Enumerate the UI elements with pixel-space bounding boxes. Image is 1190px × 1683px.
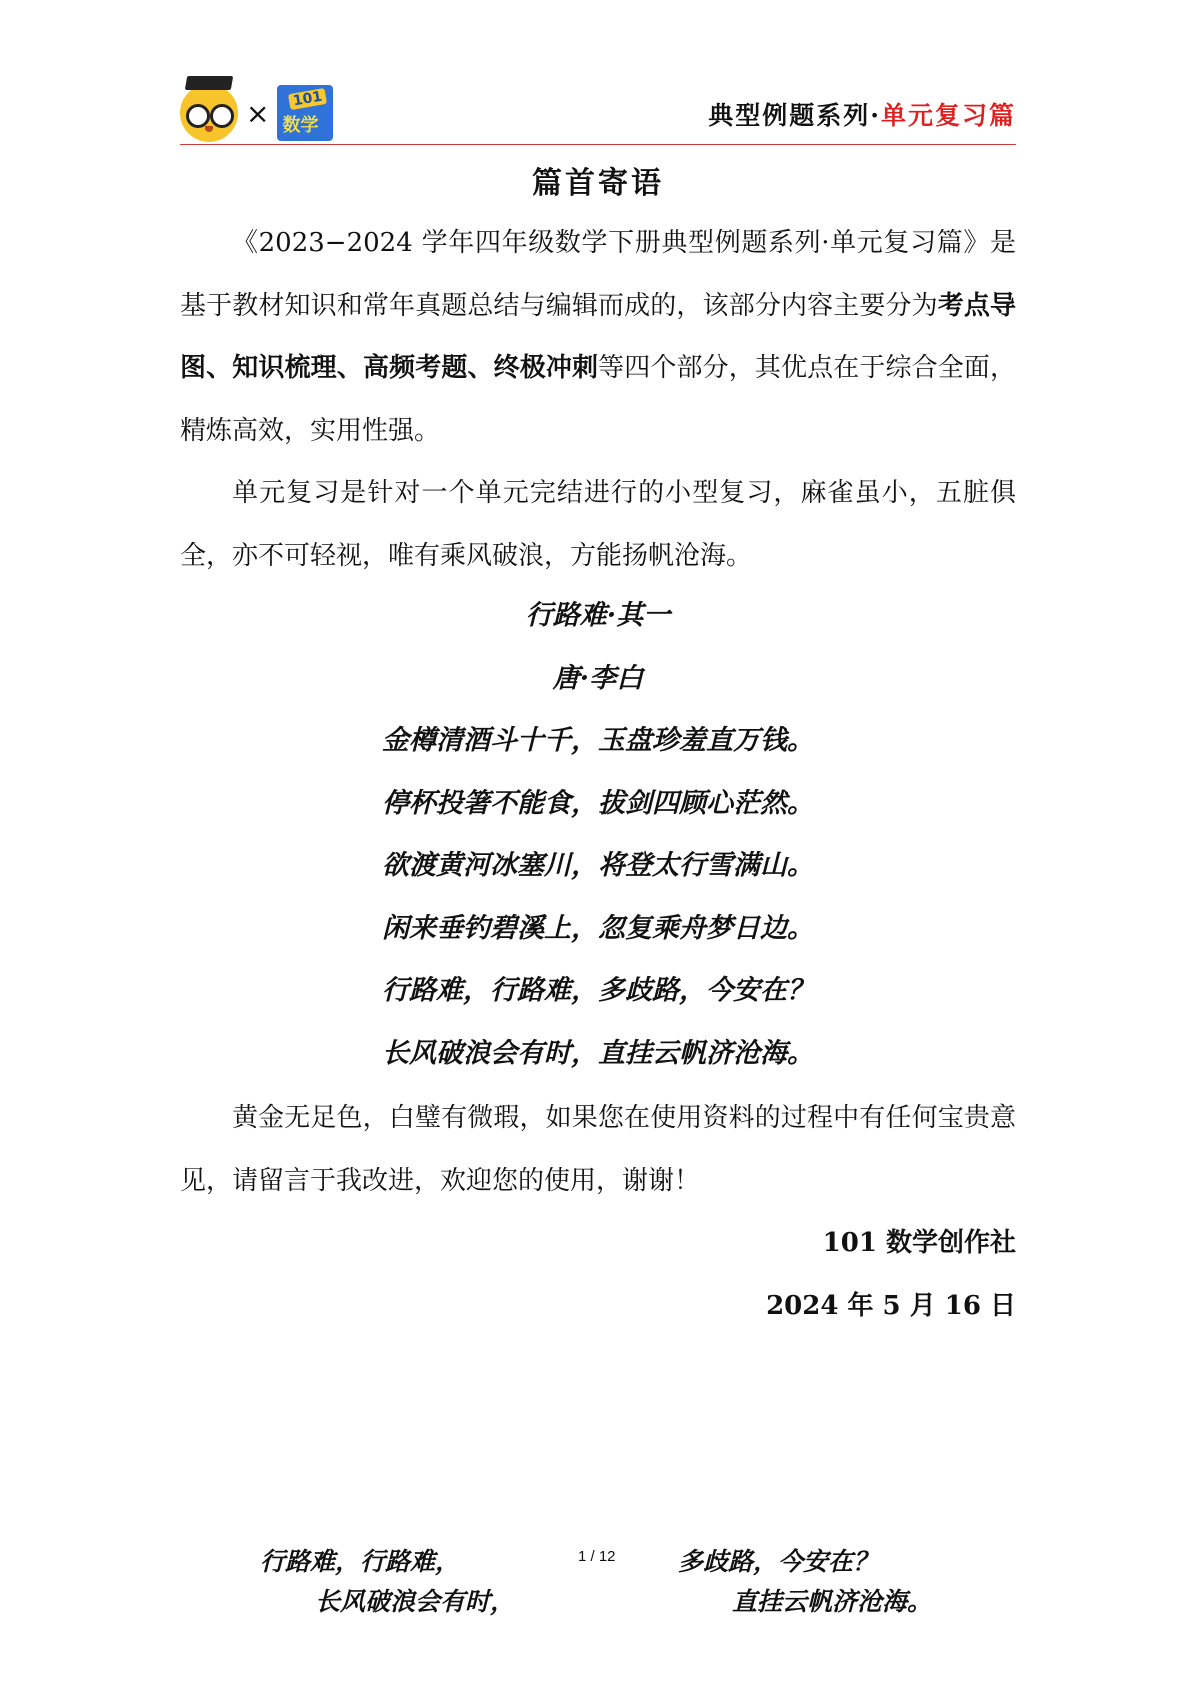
series-title-highlight: 单元复习篇 xyxy=(880,101,1016,130)
series-title-main: 典型例题系列· xyxy=(708,101,881,130)
poem-author: 唐·李白 xyxy=(552,662,644,694)
owl-logo-icon xyxy=(180,84,238,142)
bold-term-mindmap: 考点导图 xyxy=(180,290,1016,383)
footer-verse: 多歧路，今安在？ xyxy=(678,1547,879,1576)
101-math-logo-icon: 101 数学 xyxy=(277,85,333,141)
times-symbol: × xyxy=(246,96,270,130)
footer-verse: 长风破浪会有时， xyxy=(315,1587,516,1616)
closing-text xyxy=(180,1087,1016,1212)
page-number: 1 / 12 xyxy=(578,1548,616,1565)
page-header xyxy=(180,80,1016,146)
header-divider xyxy=(180,144,1016,145)
poem-line: 长风破浪会有时，直挂云帆济沧海。 xyxy=(382,1037,814,1069)
series-title xyxy=(708,96,1016,132)
footer-verse: 直挂云帆济沧海。 xyxy=(732,1587,933,1616)
intro-paragraph-1: 《2023−2024 学年四年级数学下册典型例题系列·单元复习篇》是基于教材知识和常年真题总结与编辑而成的，该部分内容主要分为考点导图、知识梳理、高频考题、终极冲刺等四个部分，其优点在于综合全面，精炼高效，实用性强。 xyxy=(180,228,1016,446)
intro-paragraph-2: 单元复习是针对一个单元完结进行的小型复习，麻雀虽小，五脏俱全，亦不可轻视，唯有乘风破浪，方能扬帆沧海。 xyxy=(180,478,1016,571)
page-title: 篇首寄语 xyxy=(532,166,664,201)
poem-line: 金樽清酒斗十千，玉盘珍羞直万钱。 xyxy=(382,725,814,756)
poem-line: 欲渡黄河冰塞川，将登太行雪满山。 xyxy=(382,850,814,881)
intro-text xyxy=(180,212,1016,587)
poem xyxy=(180,585,1016,1085)
bold-term-sprint: 终极冲刺 xyxy=(493,353,599,383)
closing-paragraph: 黄金无足色，白璧有微瑕，如果您在使用资料的过程中有任何宝贵意见，请留言于我改进，欢迎您的使用，谢谢！ xyxy=(180,1103,1016,1196)
logo-group xyxy=(180,84,333,142)
footer-verse: 行路难，行路难， xyxy=(260,1547,461,1576)
poem-line: 闲来垂钓碧溪上，忽复乘舟梦日边。 xyxy=(382,912,814,944)
bold-term-knowledge: 知识梳理 xyxy=(232,353,337,383)
signature xyxy=(766,1212,1016,1337)
signature-date: 2024 年 5 月 16 日 xyxy=(766,1290,1016,1321)
page-footer xyxy=(0,1532,1190,1622)
signature-org: 101 数学创作社 xyxy=(822,1228,1016,1258)
poem-line: 停杯投箸不能食，拔剑四顾心茫然。 xyxy=(382,787,814,819)
poem-line: 行路难，行路难，多歧路，今安在？ xyxy=(382,975,814,1006)
poem-title: 行路难·其一 xyxy=(525,600,671,631)
bold-term-questions: 高频考题 xyxy=(362,353,468,383)
